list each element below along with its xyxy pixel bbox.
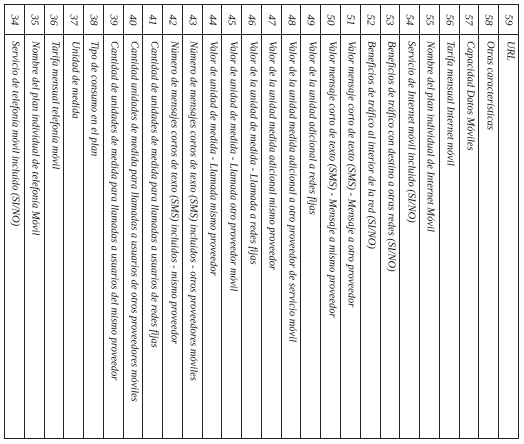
column-number: 37 (67, 14, 80, 25)
column-label-cell (183, 35, 202, 438)
column-label-cell (420, 35, 439, 438)
column-number: 51 (344, 14, 357, 25)
column-number-cell (163, 5, 182, 35)
column-label: Cantidad de unidades de medida para llamadas a usuarios del mismo proveedor (108, 41, 120, 381)
column-label-cell (222, 35, 241, 438)
column-number-cell (124, 5, 143, 35)
column-number: 41 (146, 14, 159, 25)
column-label: Valor de la unidad adicional a redes fijas (306, 41, 318, 215)
table-column (163, 5, 183, 438)
table-column (341, 5, 361, 438)
column-label: Valor de unidad de medida - Llamada otro proveedor móvil (227, 41, 239, 292)
table-column (361, 5, 381, 438)
column-number-cell (242, 5, 261, 35)
column-number: 48 (285, 14, 298, 25)
column-label: Número de mensajes cortos de texto (SMS) incluidos - otros proveedores móviles (187, 41, 199, 381)
column-label: Nombre del plan individual de Internet Móvil (424, 41, 436, 232)
table-column (84, 5, 104, 438)
column-number-cell (104, 5, 123, 35)
column-label: URL (503, 41, 515, 61)
table-column (5, 5, 25, 438)
column-number-cell (183, 5, 202, 35)
column-number: 36 (47, 14, 60, 25)
column-label: Valor de la unidad de medida - Llamada a redes fijas (246, 41, 258, 265)
column-number: 34 (8, 14, 21, 25)
column-number-cell (440, 5, 459, 35)
column-label-cell (460, 35, 479, 438)
column-label: Tipo de consumo en el plan (88, 41, 100, 157)
column-label-cell (479, 35, 498, 438)
column-number: 46 (245, 14, 258, 25)
table-column (420, 5, 440, 438)
column-number: 44 (206, 14, 219, 25)
table-column (400, 5, 420, 438)
column-number-cell (361, 5, 380, 35)
column-label-cell (282, 35, 301, 438)
column-number: 38 (87, 14, 100, 25)
column-number-cell (321, 5, 340, 35)
column-label: Valor de la unidad medida adicional a otro proveedor de servicio móvil (286, 41, 298, 343)
table-column (143, 5, 163, 438)
field-definition-table (4, 4, 519, 439)
column-label-cell (400, 35, 419, 438)
column-label-cell (64, 35, 83, 438)
column-label: Beneficios de tráfico al interior de la red (SI/NO) (365, 41, 377, 249)
column-number: 42 (166, 14, 179, 25)
table-column (25, 5, 45, 438)
column-number: 49 (304, 14, 317, 25)
column-label-cell (242, 35, 261, 438)
column-label-cell (341, 35, 360, 438)
column-label: Valor mensaje corto de texto (SMS) - Mensaje a otro proveedor (345, 41, 357, 308)
column-label: Nombre del plan individual de telefonía Móvil (29, 41, 41, 236)
column-number-cell (460, 5, 479, 35)
column-label: Número de mensajes cortos de texto (SMS) incluidos - mismo proveedor (167, 41, 179, 345)
table-column (262, 5, 282, 438)
column-label-cell (143, 35, 162, 438)
column-number: 50 (324, 14, 337, 25)
column-label: Tarifa mensual telefonía móvil (49, 41, 61, 170)
column-number: 54 (403, 14, 416, 25)
column-number-cell (64, 5, 83, 35)
column-label: Servicio de telefonía móvil incluido (SI/NO) (9, 41, 21, 227)
column-label: Tarifa mensual Internet móvil (444, 41, 456, 166)
column-number-cell (143, 5, 162, 35)
column-label-cell (440, 35, 459, 438)
column-label: Cantidad de unidades de medida para llamadas a usuarios de redes fijas (147, 41, 159, 348)
column-number: 43 (186, 14, 199, 25)
column-label: Capacidad Datos Móviles (464, 41, 476, 151)
column-label-cell (301, 35, 320, 438)
column-number: 55 (423, 14, 436, 25)
column-number: 40 (126, 14, 139, 25)
column-number-cell (45, 5, 64, 35)
column-label-cell (25, 35, 44, 438)
table-column (124, 5, 144, 438)
column-label: Valor mensaje corto de texto (SMS) - Mensaje a mismo proveedor (325, 41, 337, 318)
column-number: 57 (462, 14, 475, 25)
column-number: 59 (502, 14, 515, 25)
column-label-cell (203, 35, 222, 438)
table-column (104, 5, 124, 438)
table-column (45, 5, 65, 438)
column-number-cell (341, 5, 360, 35)
table-column (499, 5, 518, 438)
column-number-cell (203, 5, 222, 35)
table-column (242, 5, 262, 438)
table-column (282, 5, 302, 438)
column-label: Servicio de Internet móvil incluido (SI/NO) (404, 41, 416, 223)
column-number-cell (381, 5, 400, 35)
column-label: Cantidad unidades de medida para llamadas a usuarios de otros proveedores móviles (128, 41, 140, 402)
table-column (440, 5, 460, 438)
column-label-cell (45, 35, 64, 438)
table-column (381, 5, 401, 438)
column-number-cell (499, 5, 518, 35)
column-label: Valor de la unidad medida adicional mismo proveedor (266, 41, 278, 271)
table-column (321, 5, 341, 438)
column-number: 58 (482, 14, 495, 25)
column-number-cell (25, 5, 44, 35)
column-label-cell (5, 35, 24, 438)
column-label: Unidad de medida (68, 41, 80, 119)
column-number-cell (301, 5, 320, 35)
table-column (64, 5, 84, 438)
column-number-cell (420, 5, 439, 35)
table-column (301, 5, 321, 438)
column-number-cell (479, 5, 498, 35)
column-number-cell (84, 5, 103, 35)
column-label-cell (499, 35, 518, 438)
column-number: 47 (265, 14, 278, 25)
table-column (460, 5, 480, 438)
column-label: Otras características (484, 41, 495, 130)
column-label-cell (104, 35, 123, 438)
column-number: 45 (225, 14, 238, 25)
column-label: Beneficios de tráfico con destino a otras redes (SI/NO) (385, 41, 397, 272)
column-number: 53 (383, 14, 396, 25)
column-number-cell (222, 5, 241, 35)
column-number: 39 (107, 14, 120, 25)
column-number: 52 (364, 14, 377, 25)
column-label-cell (381, 35, 400, 438)
column-label-cell (124, 35, 143, 438)
table-column (222, 5, 242, 438)
table-column (203, 5, 223, 438)
column-number: 35 (28, 14, 41, 25)
column-number: 56 (443, 14, 456, 25)
column-label-cell (321, 35, 340, 438)
column-number-cell (5, 5, 24, 35)
table-column (183, 5, 203, 438)
column-number-cell (282, 5, 301, 35)
table-column (479, 5, 499, 438)
column-number-cell (400, 5, 419, 35)
column-label-cell (361, 35, 380, 438)
column-label-cell (262, 35, 281, 438)
column-label-cell (163, 35, 182, 438)
column-label: Valor de unidad de medida - Llamada mismo proveedor (207, 41, 219, 276)
column-number-cell (262, 5, 281, 35)
column-label-cell (84, 35, 103, 438)
